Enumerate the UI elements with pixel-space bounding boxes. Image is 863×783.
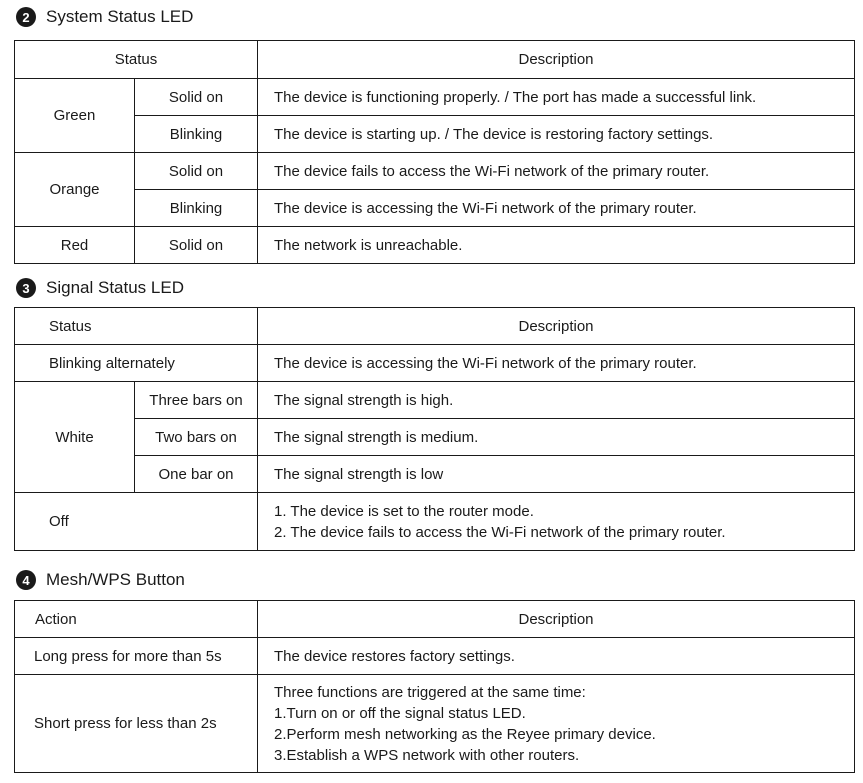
section-number-badge: 3 xyxy=(16,278,36,298)
system-status-heading xyxy=(16,5,193,29)
led-state-cell: Three bars on xyxy=(135,382,258,419)
description-cell: The device is functioning properly. / The port has made a successful link. xyxy=(258,79,855,116)
description-header: Description xyxy=(258,41,855,79)
description-line: 1. The device is set to the router mode. xyxy=(274,502,534,520)
table-row xyxy=(15,493,855,551)
description-line: 2.Perform mesh networking as the Reyee primary device. xyxy=(274,725,656,743)
table-row xyxy=(15,116,855,153)
signal-status-table xyxy=(14,307,855,551)
led-color-cell: White xyxy=(15,382,135,493)
description-cell: The device is starting up. / The device is restoring factory settings. xyxy=(258,116,855,153)
led-state-cell: Solid on xyxy=(135,227,258,264)
section-title: Mesh/WPS Button xyxy=(46,570,185,589)
description-line: Three functions are triggered at the same time: xyxy=(274,683,586,701)
led-state-cell: Blinking xyxy=(135,116,258,153)
table-row xyxy=(15,227,855,264)
description-cell: The signal strength is medium. xyxy=(258,419,855,456)
table-row xyxy=(15,419,855,456)
table-row xyxy=(15,153,855,190)
mesh-wps-table xyxy=(14,600,855,773)
description-cell: The network is unreachable. xyxy=(258,227,855,264)
led-state-cell: Solid on xyxy=(135,153,258,190)
description-cell: The device is accessing the Wi-Fi network of the primary router. xyxy=(258,190,855,227)
table-header-row xyxy=(15,601,855,638)
section-title: System Status LED xyxy=(46,7,194,26)
description-cell: The device restores factory settings. xyxy=(258,638,855,675)
table-row xyxy=(15,382,855,419)
system-status-table xyxy=(14,40,855,264)
mesh-wps-heading xyxy=(16,568,185,592)
led-state-cell: Solid on xyxy=(135,79,258,116)
description-cell: The signal strength is high. xyxy=(258,382,855,419)
signal-status-cell: Off xyxy=(15,493,258,551)
signal-status-cell: Blinking alternately xyxy=(15,345,258,382)
description-cell: The device fails to access the Wi-Fi network of the primary router. xyxy=(258,153,855,190)
table-row xyxy=(15,638,855,675)
description-cell xyxy=(258,493,855,551)
table-row xyxy=(15,79,855,116)
section-title: Signal Status LED xyxy=(46,278,184,297)
status-header: Status xyxy=(15,308,258,345)
section-number-badge: 4 xyxy=(16,570,36,590)
description-cell: The signal strength is low xyxy=(258,456,855,493)
description-header: Description xyxy=(258,601,855,638)
description-line: 1.Turn on or off the signal status LED. xyxy=(274,704,526,722)
action-cell: Long press for more than 5s xyxy=(15,638,258,675)
description-line: 2. The device fails to access the Wi-Fi network of the primary router. xyxy=(274,523,726,541)
description-header: Description xyxy=(258,308,855,345)
led-color-cell: Orange xyxy=(15,153,135,227)
table-header-row xyxy=(15,308,855,345)
led-color-cell: Red xyxy=(15,227,135,264)
description-cell: The device is accessing the Wi-Fi network of the primary router. xyxy=(258,345,855,382)
led-state-cell: Blinking xyxy=(135,190,258,227)
table-header-row xyxy=(15,41,855,79)
table-row xyxy=(15,190,855,227)
description-cell xyxy=(258,675,855,773)
led-color-cell: Green xyxy=(15,79,135,153)
signal-status-heading xyxy=(16,276,184,300)
table-row xyxy=(15,675,855,773)
description-line: 3.Establish a WPS network with other routers. xyxy=(274,746,580,764)
action-header: Action xyxy=(15,601,258,638)
status-header: Status xyxy=(15,41,258,79)
section-number-badge: 2 xyxy=(16,7,36,27)
led-state-cell: Two bars on xyxy=(135,419,258,456)
table-row xyxy=(15,456,855,493)
table-row xyxy=(15,345,855,382)
led-state-cell: One bar on xyxy=(135,456,258,493)
action-cell: Short press for less than 2s xyxy=(15,675,258,773)
